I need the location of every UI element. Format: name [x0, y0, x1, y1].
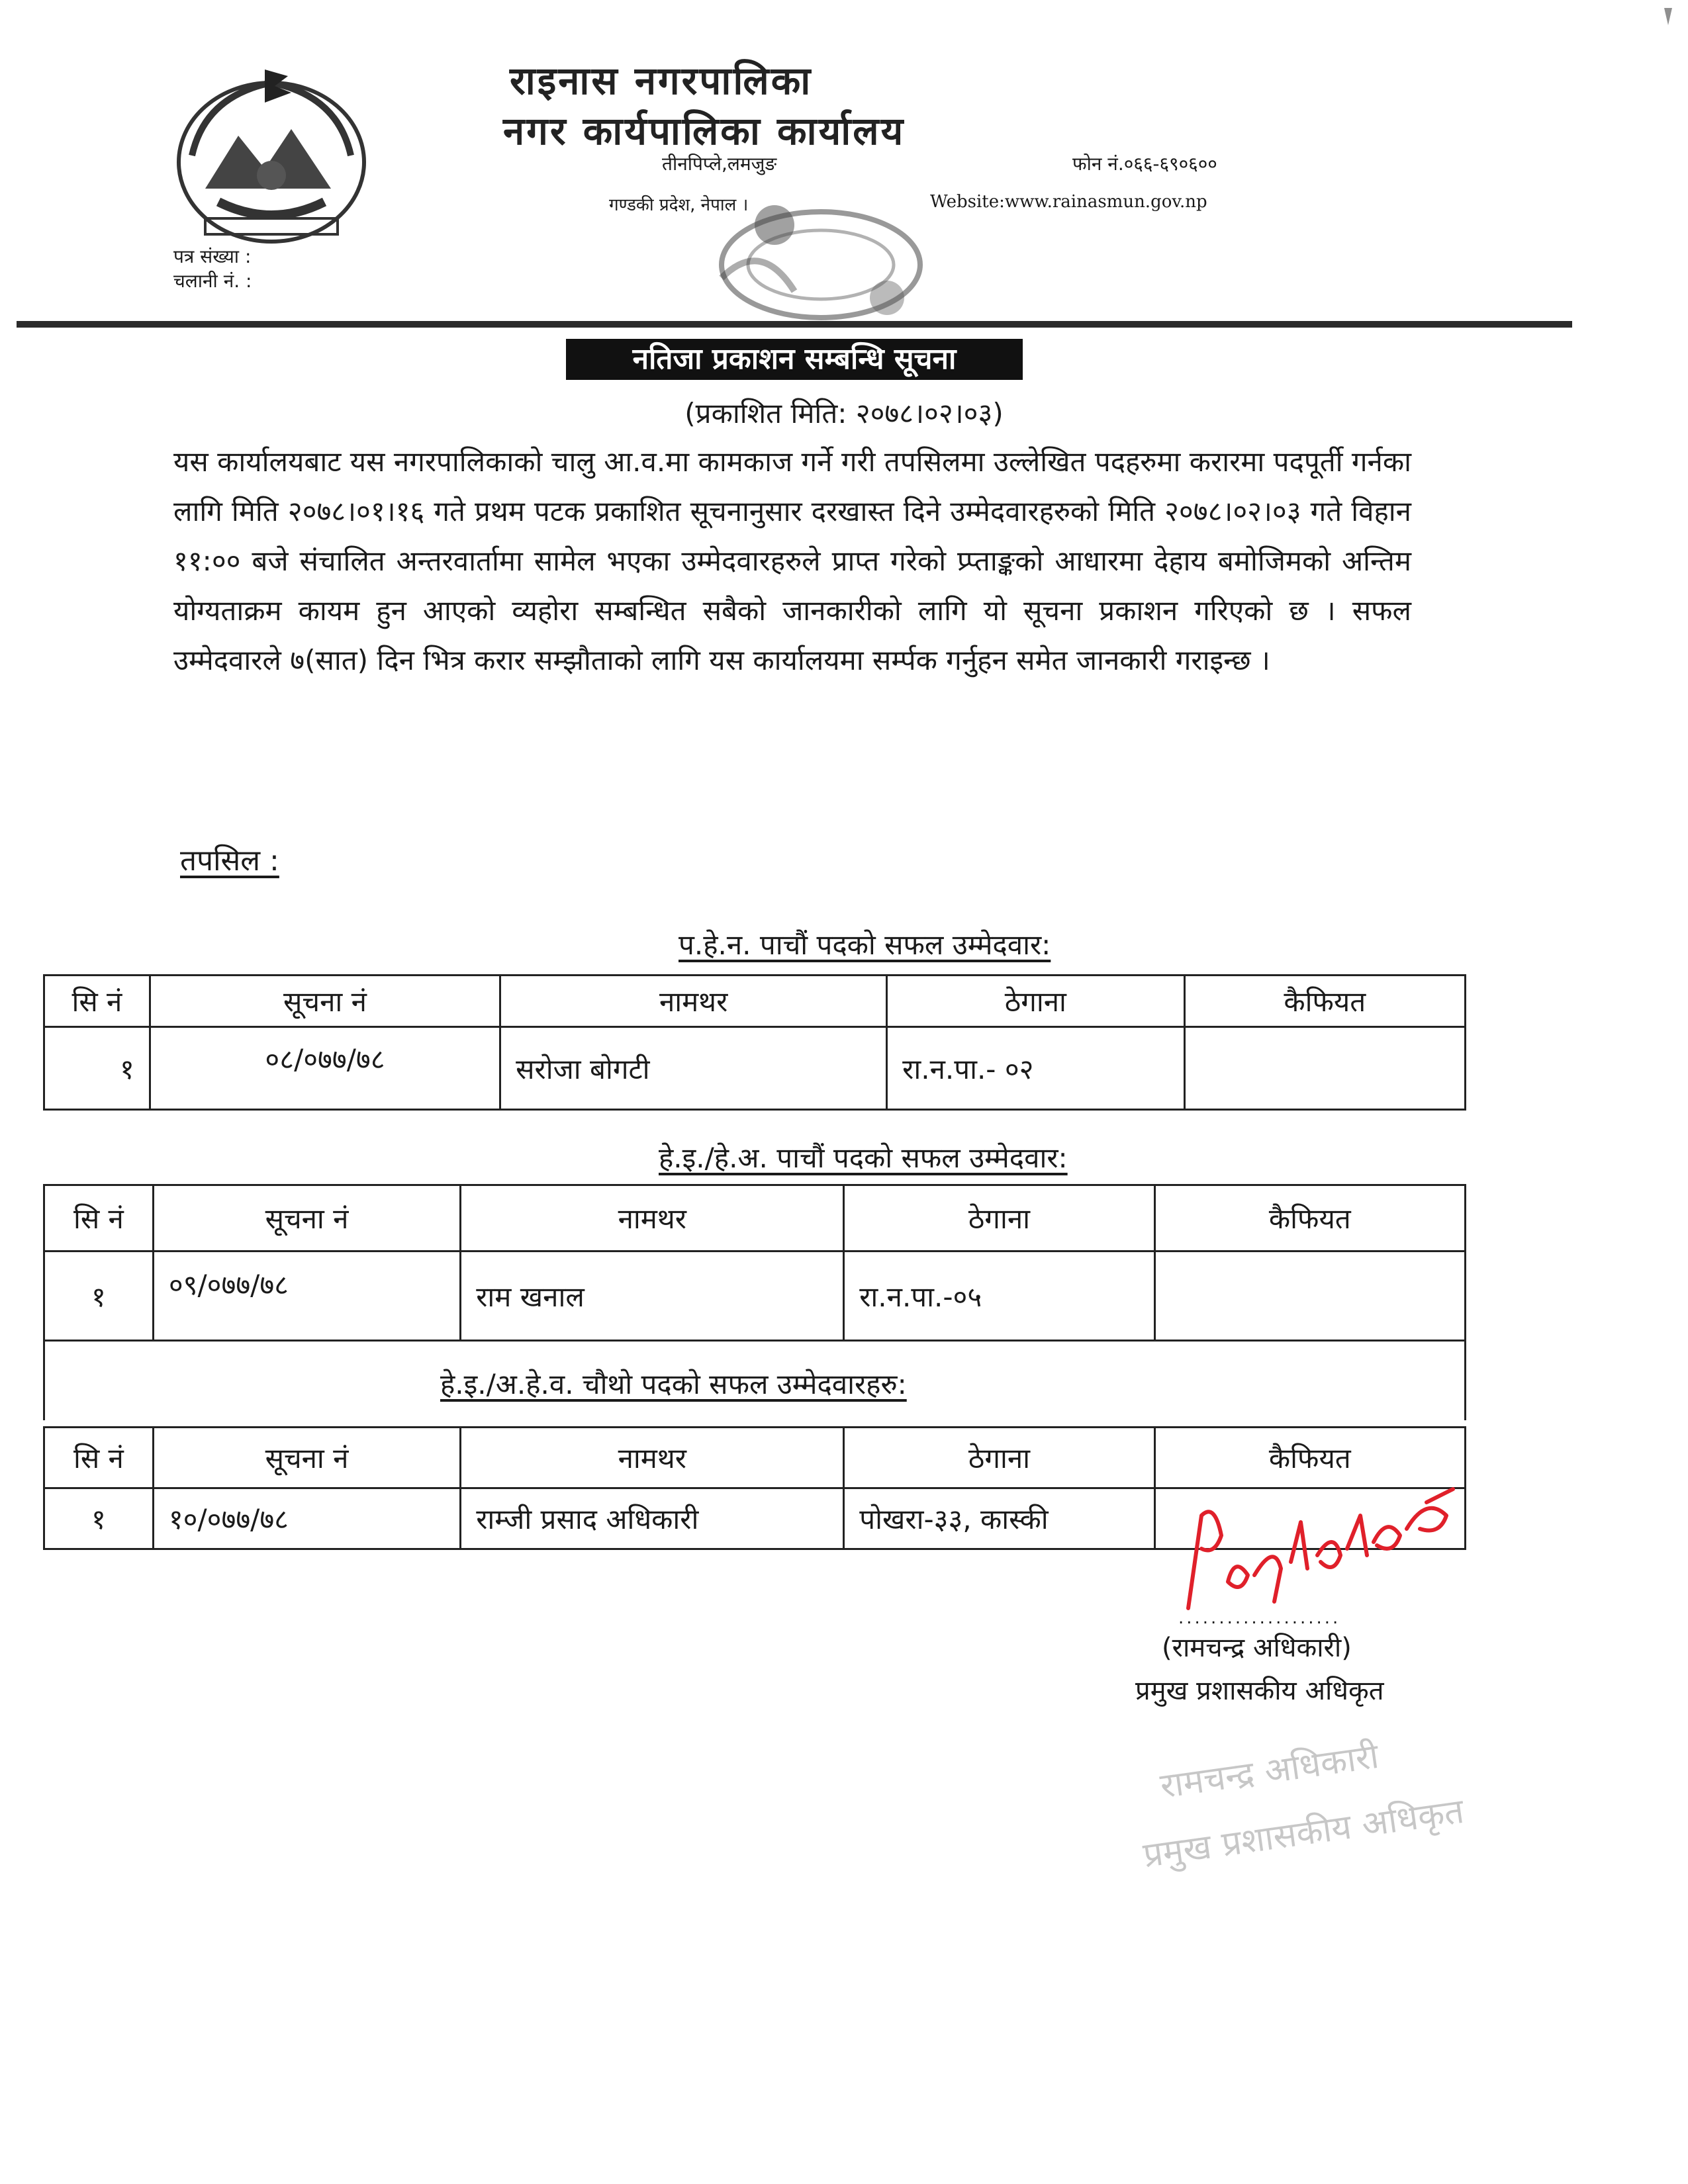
cell-remarks [1184, 1027, 1465, 1110]
col-header-remarks: कैफियत [1154, 1185, 1465, 1251]
cell-notice-no: १०/०७७/७८ [153, 1488, 460, 1549]
col-header-name: नामथर [500, 976, 887, 1027]
org-name: राइनास नगरपालिका [510, 58, 813, 103]
header-divider [17, 321, 1572, 328]
notice-title: नतिजा प्रकाशन सम्बन्धि सूचना [566, 339, 1023, 380]
office-seal-icon [695, 199, 947, 331]
col-header-sn: सि नं [44, 976, 150, 1027]
officer-title: प्रमुख प्रशासकीय अधिकृत [1135, 1676, 1384, 1706]
province-line: गण्डकी प्रदेश, नेपाल । [609, 195, 749, 215]
stamp-line2: प्रमुख प्रशासकीय अधिकृत [1141, 1791, 1467, 1876]
office-address: तीनपिप्ले,लमजुङ [662, 153, 777, 175]
table-header-row [44, 1185, 1466, 1251]
dispatch-no-label: चलानी नं. : [173, 270, 252, 292]
table-header-row [44, 976, 1466, 1027]
table-row [44, 1251, 1466, 1341]
cell-address: रा.न.पा.- ०२ [887, 1027, 1184, 1110]
cell-sn: १ [44, 1251, 154, 1341]
cell-sn: १ [44, 1488, 154, 1549]
section-heading: हे.इ./हे.अ. पाचौं पदको सफल उम्मेदवार: [659, 1142, 1068, 1174]
handwritten-signature [1175, 1476, 1473, 1621]
details-label: तपसिल : [180, 844, 279, 878]
government-emblem-icon [165, 56, 377, 255]
scan-mark [1662, 7, 1675, 26]
cell-address: पोखरा-३३, कास्की [844, 1488, 1154, 1549]
cell-name: राम खनाल [461, 1251, 844, 1341]
section-heading: हे.इ./अ.हे.व. चौथो पदको सफल उम्मेदवारहरु: [440, 1368, 907, 1400]
col-header-notice-no: सूचना नं [150, 976, 500, 1027]
col-header-notice-no: सूचना नं [153, 1185, 460, 1251]
col-header-name: नामथर [461, 1185, 844, 1251]
col-header-sn: सि नं [44, 1428, 154, 1488]
faded-name-stamp [1125, 1714, 1549, 1899]
col-header-address: ठेगाना [887, 976, 1184, 1027]
cell-address: रा.न.पा.-०५ [844, 1251, 1154, 1341]
office-name: नगर कार्यपालिका कार्यालय [503, 109, 906, 154]
cell-notice-no: ०९/०७७/७८ [153, 1251, 460, 1341]
phone-number: फोन नं.०६६-६९०६०० [1072, 153, 1217, 175]
table-row [44, 1027, 1466, 1110]
col-header-notice-no: सूचना नं [153, 1428, 460, 1488]
cell-name: सरोजा बोगटी [500, 1027, 887, 1110]
cell-notice-no: ०८/०७७/७८ [150, 1027, 500, 1110]
published-date: (प्रकाशित मिति: २०७८।०२।०३) [684, 397, 1004, 430]
signature-line: .................... [1178, 1608, 1341, 1628]
section-heading: प.हे.न. पाचौं पदको सफल उम्मेदवार: [679, 929, 1051, 961]
website-url: Website:www.rainasmun.gov.np [930, 192, 1207, 212]
col-header-sn: सि नं [44, 1185, 154, 1251]
officer-name: (रामचन्द्र अधिकारी) [1162, 1633, 1352, 1663]
cell-sn: १ [44, 1027, 150, 1110]
stamp-line1: रामचन्द्र अधिकारी [1158, 1736, 1382, 1807]
results-table [43, 974, 1466, 1111]
cell-name: राम्जी प्रसाद अधिकारी [461, 1488, 844, 1549]
notice-body: यस कार्यालयबाट यस नगरपालिकाको चालु आ.व.मा कामकाज गर्ने गरी तपसिलमा उल्लेखित पदहरुमा करारमा पदपूर्ती गर्नका लागि मिति २०७८।०१।१६ गते प्रथम पटक प्रकाशित सूचनानुसार दरखास्त दिने उम्मेदवारहरुको मिति २०७८।०२।०३ गते विहान ११:०० बजे संचालित अन्तरवार्तामा सामेल भएका उम्मेदवारहरुले प्राप्त गरेको प्र्प्ताङ्कको आधारमा देहाय बमोजिमको अन्तिम योग्यताक्रम कायम हुन आएको व्यहोरा सम्बन्धित सबैको जानकारीको लागि यो सूचना प्रकाशन गरिएको छ । सफल उम्मेदवारले ७(सात) दिन भित्र करार सम्झौताको लागि यस कार्यालयमा सर्म्पक गर्नुहन समेत जानकारी गराइन्छ । [173, 445, 1411, 676]
letter-ref-label: पत्र संख्या : [173, 246, 252, 267]
col-header-address: ठेगाना [844, 1428, 1154, 1488]
col-header-address: ठेगाना [844, 1185, 1154, 1251]
col-header-remarks: कैफियत [1154, 1428, 1465, 1488]
col-header-remarks: कैफियत [1184, 976, 1465, 1027]
col-header-name: नामथर [461, 1428, 844, 1488]
cell-remarks [1154, 1251, 1465, 1341]
